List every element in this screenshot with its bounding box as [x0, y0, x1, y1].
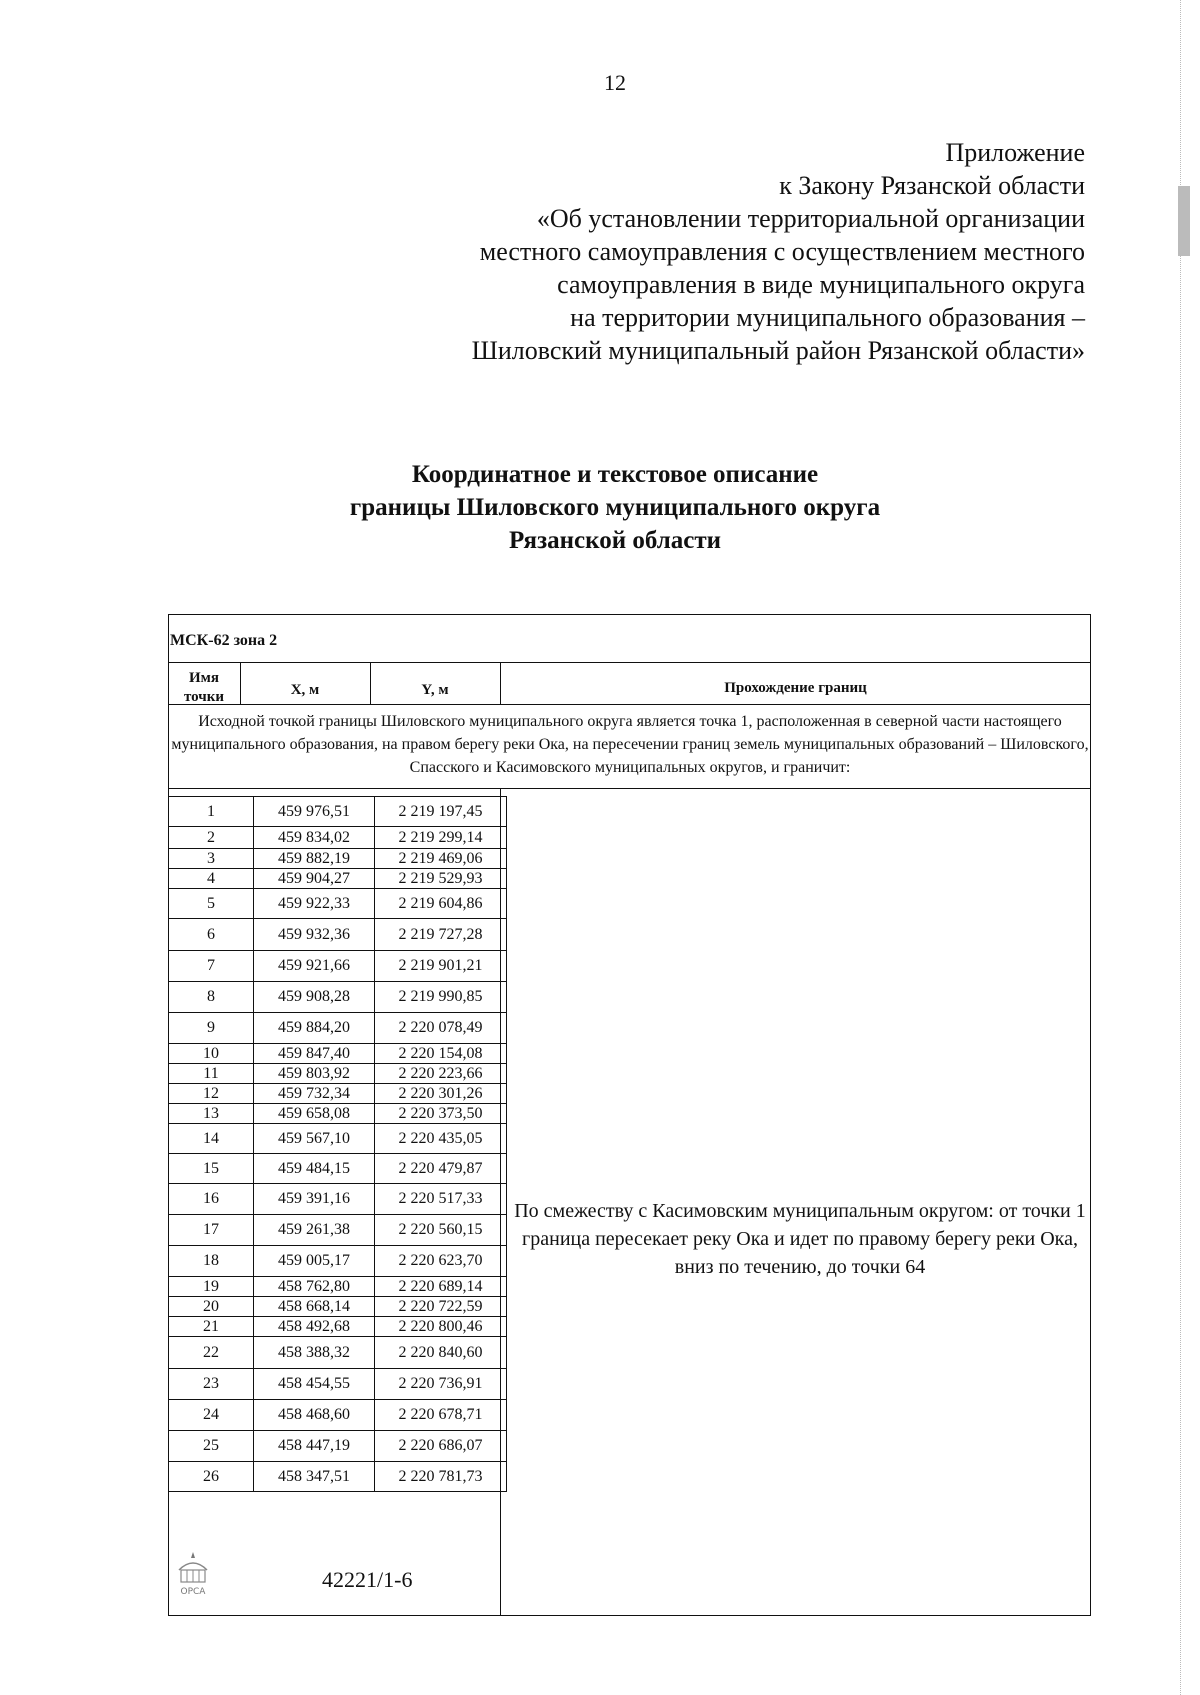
x-coordinate-cell: 459 908,28: [254, 982, 375, 1013]
point-number-cell: 19: [169, 1277, 254, 1297]
point-number-cell: 20: [169, 1297, 254, 1317]
x-coordinate-cell: 459 834,02: [254, 827, 375, 849]
point-number-cell: 4: [169, 869, 254, 889]
appendix-line: «Об установлении территориальной организации: [536, 204, 1085, 233]
route-description: По смежеству с Касимовским муниципальным округом: от точки 1 граница пересекает реку Ока и идет по правому берегу реки Ока, вниз по течению, до точки 64: [514, 1200, 1086, 1278]
y-coordinate-cell: 2 220 736,91: [375, 1369, 507, 1400]
x-coordinate-cell: 459 882,19: [254, 849, 375, 869]
point-number-cell: 24: [169, 1400, 254, 1431]
y-coordinate-cell: 2 219 604,86: [375, 889, 507, 919]
x-coordinate-cell: 459 005,17: [254, 1246, 375, 1277]
table-row: [169, 797, 507, 827]
appendix-line: самоуправления в виде муниципального округа: [557, 270, 1085, 299]
y-coordinate-cell: 2 220 479,87: [375, 1154, 507, 1184]
table-row: [169, 1215, 507, 1246]
crs-label: МСК-62 зона 2: [170, 632, 278, 649]
x-coordinate-cell: 458 668,14: [254, 1297, 375, 1317]
y-coordinate-cell: 2 220 623,70: [375, 1246, 507, 1277]
y-coordinate-cell: 2 220 840,60: [375, 1337, 507, 1369]
table-row: [169, 1084, 507, 1104]
table-row: [169, 1013, 507, 1044]
header-point-name-line: точки: [183, 689, 225, 705]
table-row: [169, 1317, 507, 1337]
y-coordinate-cell: 2 219 299,14: [375, 827, 507, 849]
point-number-cell: 8: [169, 982, 254, 1013]
x-coordinate-cell: 458 454,55: [254, 1369, 375, 1400]
table-row: [169, 849, 507, 869]
page-number: 12: [604, 70, 626, 95]
table-row: [169, 1104, 507, 1124]
seal-logo: [165, 1548, 221, 1598]
x-coordinate-cell: 459 921,66: [254, 951, 375, 982]
x-coordinate-cell: 459 904,27: [254, 869, 375, 889]
table-row: [169, 827, 507, 849]
document-title: [0, 458, 1200, 557]
table-row: [169, 1044, 507, 1064]
header-route: Прохождение границ: [724, 680, 867, 696]
x-coordinate-cell: 458 468,60: [254, 1400, 375, 1431]
point-number-cell: 2: [169, 827, 254, 849]
x-coordinate-cell: 458 388,32: [254, 1337, 375, 1369]
x-coordinate-cell: 459 922,33: [254, 889, 375, 919]
point-number-cell: 14: [169, 1124, 254, 1154]
point-number-cell: 23: [169, 1369, 254, 1400]
appendix-line: на территории муниципального образования –: [570, 303, 1085, 332]
table-row: [169, 1064, 507, 1084]
table-row: [169, 1184, 507, 1215]
point-number-cell: 11: [169, 1064, 254, 1084]
title-line: Рязанской области: [508, 527, 722, 554]
point-number-cell: 5: [169, 889, 254, 919]
y-coordinate-cell: 2 220 678,71: [375, 1400, 507, 1431]
x-coordinate-cell: 459 261,38: [254, 1215, 375, 1246]
x-coordinate-cell: 458 762,80: [254, 1277, 375, 1297]
y-coordinate-cell: 2 220 435,05: [375, 1124, 507, 1154]
table-row: [169, 1369, 507, 1400]
point-number-cell: 3: [169, 849, 254, 869]
table-row: [169, 1154, 507, 1184]
y-coordinate-cell: 2 220 301,26: [375, 1084, 507, 1104]
y-coordinate-cell: 2 220 781,73: [375, 1462, 507, 1492]
table-row: [169, 1431, 507, 1462]
y-coordinate-cell: 2 220 722,59: [375, 1297, 507, 1317]
y-coordinate-cell: 2 220 223,66: [375, 1064, 507, 1084]
point-number-cell: 21: [169, 1317, 254, 1337]
point-number-cell: 26: [169, 1462, 254, 1492]
table-divider: [168, 662, 1091, 663]
y-coordinate-cell: 2 220 686,07: [375, 1431, 507, 1462]
table-row: [169, 1124, 507, 1154]
title-line: границы Шиловского муниципального округа: [349, 494, 881, 521]
y-coordinate-cell: 2 220 078,49: [375, 1013, 507, 1044]
x-coordinate-cell: 459 391,16: [254, 1184, 375, 1215]
y-coordinate-cell: 2 219 197,45: [375, 797, 507, 827]
title-line: Координатное и текстовое описание: [411, 461, 819, 488]
y-coordinate-cell: 2 220 800,46: [375, 1317, 507, 1337]
x-coordinate-cell: 458 347,51: [254, 1462, 375, 1492]
point-number-cell: 22: [169, 1337, 254, 1369]
x-coordinate-cell: 459 567,10: [254, 1124, 375, 1154]
appendix-header: [365, 136, 1085, 367]
x-coordinate-cell: 459 658,08: [254, 1104, 375, 1124]
point-number-cell: 16: [169, 1184, 254, 1215]
scan-dotted-line: [1180, 0, 1181, 1695]
y-coordinate-cell: 2 220 517,33: [375, 1184, 507, 1215]
point-number-cell: 6: [169, 919, 254, 951]
x-coordinate-cell: 459 484,15: [254, 1154, 375, 1184]
x-coordinate-cell: 458 447,19: [254, 1431, 375, 1462]
appendix-line: к Закону Рязанской области: [779, 171, 1085, 200]
point-number-cell: 10: [169, 1044, 254, 1064]
coordinates-table: [168, 796, 507, 1492]
y-coordinate-cell: 2 220 373,50: [375, 1104, 507, 1124]
table-row: [169, 919, 507, 951]
table-row: [169, 1337, 507, 1369]
point-number-cell: 15: [169, 1154, 254, 1184]
header-point-name-line: Имя: [189, 670, 219, 686]
table-row: [169, 1462, 507, 1492]
y-coordinate-cell: 2 220 689,14: [375, 1277, 507, 1297]
x-coordinate-cell: 459 884,20: [254, 1013, 375, 1044]
x-coordinate-cell: 459 847,40: [254, 1044, 375, 1064]
seal-text: ОРСА: [180, 1587, 206, 1597]
x-coordinate-cell: 459 932,36: [254, 919, 375, 951]
table-divider: [168, 788, 1091, 789]
y-coordinate-cell: 2 220 560,15: [375, 1215, 507, 1246]
table-row: [169, 1297, 507, 1317]
point-number-cell: 13: [169, 1104, 254, 1124]
table-row: [169, 982, 507, 1013]
table-row: [169, 889, 507, 919]
y-coordinate-cell: 2 219 727,28: [375, 919, 507, 951]
point-number-cell: 9: [169, 1013, 254, 1044]
y-coordinate-cell: 2 219 990,85: [375, 982, 507, 1013]
y-coordinate-cell: 2 220 154,08: [375, 1044, 507, 1064]
y-coordinate-cell: 2 219 529,93: [375, 869, 507, 889]
header-point-name: [168, 669, 240, 707]
header-x: X, м: [290, 682, 320, 698]
y-coordinate-cell: 2 219 901,21: [375, 951, 507, 982]
point-number-cell: 1: [169, 797, 254, 827]
header-y: Y, м: [421, 682, 449, 698]
point-number-cell: 7: [169, 951, 254, 982]
table-row: [169, 869, 507, 889]
point-number-cell: 17: [169, 1215, 254, 1246]
point-number-cell: 18: [169, 1246, 254, 1277]
table-divider: [168, 704, 1091, 705]
document-code: 42221/1-6: [322, 1567, 413, 1592]
table-row: [169, 1246, 507, 1277]
appendix-line: Шиловский муниципальный район Рязанской области»: [471, 336, 1085, 365]
x-coordinate-cell: 459 976,51: [254, 797, 375, 827]
point-number-cell: 12: [169, 1084, 254, 1104]
point-number-cell: 25: [169, 1431, 254, 1462]
table-row: [169, 951, 507, 982]
table-row: [169, 1277, 507, 1297]
x-coordinate-cell: 459 803,92: [254, 1064, 375, 1084]
appendix-line: Приложение: [945, 138, 1085, 167]
intro-paragraph: Исходной точкой границы Шиловского муниципального округа является точка 1, расположенная в северной части настоящего муниципального образования, на правом берегу реки Ока, на пересечении границ земель муниципальных образований – Шиловского, Спасского и Касимовского муниципальных округов, и граничит:: [171, 713, 1089, 776]
table-row: [169, 1400, 507, 1431]
y-coordinate-cell: 2 219 469,06: [375, 849, 507, 869]
appendix-line: местного самоуправления с осуществлением местного: [479, 237, 1085, 266]
x-coordinate-cell: 459 732,34: [254, 1084, 375, 1104]
x-coordinate-cell: 458 492,68: [254, 1317, 375, 1337]
